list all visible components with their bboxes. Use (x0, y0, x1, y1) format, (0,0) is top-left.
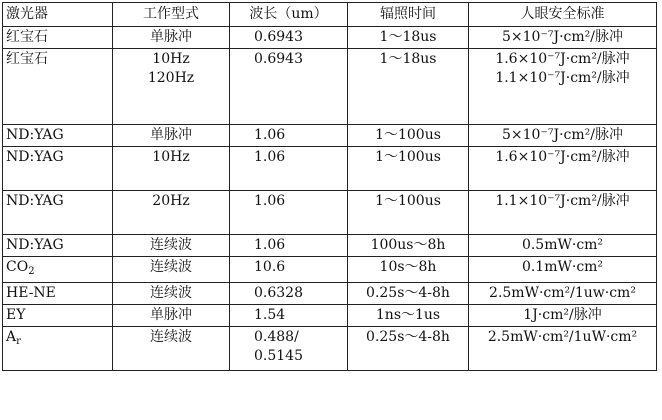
cell-laser: ND:YAG (3, 191, 113, 235)
table-body (3, 27, 657, 371)
cell-wavelength: 10.6 (230, 257, 348, 283)
cell-mode: 连续波 (113, 257, 230, 283)
cell-laser: $A_r$ (3, 327, 113, 371)
cell-laser: EY (3, 305, 113, 327)
cell-time: 1～100us (348, 147, 469, 191)
cell-wavelength: 0.6943 (230, 49, 348, 125)
cell-wavelength: 1.06 (230, 235, 348, 257)
cell-laser: 红宝石 (3, 27, 113, 49)
cell-standard: 1.6×10⁻⁷J·cm²/脉冲 (469, 147, 657, 191)
table-row (3, 191, 657, 235)
cell-wavelength: 1.54 (230, 305, 348, 327)
cell-wavelength: 1.06 (230, 147, 348, 191)
header-mode: 工作型式 (113, 3, 230, 27)
cell-mode: 单脉冲 (113, 305, 230, 327)
header-standard: 人眼安全标准 (469, 3, 657, 27)
cell-mode: 10Hz (113, 147, 230, 191)
cell-mode: 连续波 (113, 327, 230, 371)
cell-time: 10s～8h (348, 257, 469, 283)
cell-mode: 10Hz 120Hz (113, 49, 230, 125)
cell-standard: 2.5mW·cm²/1uw·cm² (469, 283, 657, 305)
cell-time: 1～100us (348, 125, 469, 147)
cell-standard: 5×10⁻⁷J·cm²/脉冲 (469, 125, 657, 147)
cell-laser: ND:YAG (3, 147, 113, 191)
cell-laser: HE-NE (3, 283, 113, 305)
cell-time: 1～100us (348, 191, 469, 235)
cell-standard: 0.1mW·cm² (469, 257, 657, 283)
cell-time: 0.25s～4-8h (348, 283, 469, 305)
cell-laser: ND:YAG (3, 235, 113, 257)
cell-wavelength: 1.06 (230, 125, 348, 147)
cell-time: 0.25s～4-8h (348, 327, 469, 371)
cell-mode: 单脉冲 (113, 125, 230, 147)
cell-wavelength: 0.488/ 0.5145 (230, 327, 348, 371)
cell-mode: 20Hz (113, 191, 230, 235)
cell-standard: 1J·cm²/脉冲 (469, 305, 657, 327)
laser-safety-table (2, 2, 657, 371)
cell-time: 100us～8h (348, 235, 469, 257)
cell-standard: 0.5mW·cm² (469, 235, 657, 257)
cell-wavelength: 0.6943 (230, 27, 348, 49)
header-row (3, 3, 657, 27)
table-row (3, 49, 657, 125)
table-row (3, 125, 657, 147)
cell-standard: 2.5mW·cm²/1uW·cm² (469, 327, 657, 371)
laser-subscript: r (16, 336, 21, 347)
table-row (3, 147, 657, 191)
cell-mode: 连续波 (113, 235, 230, 257)
cell-time: 1ns～1us (348, 305, 469, 327)
table-row (3, 27, 657, 49)
cell-standard: 5×10⁻⁷J·cm²/脉冲 (469, 27, 657, 49)
cell-wavelength: 1.06 (230, 191, 348, 235)
header-wavelength: 波长（um） (230, 3, 348, 27)
table-row (3, 257, 657, 283)
laser-subscript: 2 (28, 266, 35, 277)
cell-laser: 红宝石 (3, 49, 113, 125)
cell-standard: 1.1×10⁻⁷J·cm²/脉冲 (469, 191, 657, 235)
cell-wavelength: 0.6328 (230, 283, 348, 305)
cell-mode: 连续波 (113, 283, 230, 305)
cell-laser: ND:YAG (3, 125, 113, 147)
cell-laser: $CO_2$ (3, 257, 113, 283)
cell-mode: 单脉冲 (113, 27, 230, 49)
table-row (3, 305, 657, 327)
cell-standard: 1.6×10⁻⁷J·cm²/脉冲 1.1×10⁻⁷J·cm²/脉冲 (469, 49, 657, 125)
table-row (3, 283, 657, 305)
table-row (3, 235, 657, 257)
header-time: 辐照时间 (348, 3, 469, 27)
table-row (3, 327, 657, 371)
cell-time: 1～18us (348, 27, 469, 49)
cell-time: 1～18us (348, 49, 469, 125)
header-laser: 激光器 (3, 3, 113, 27)
